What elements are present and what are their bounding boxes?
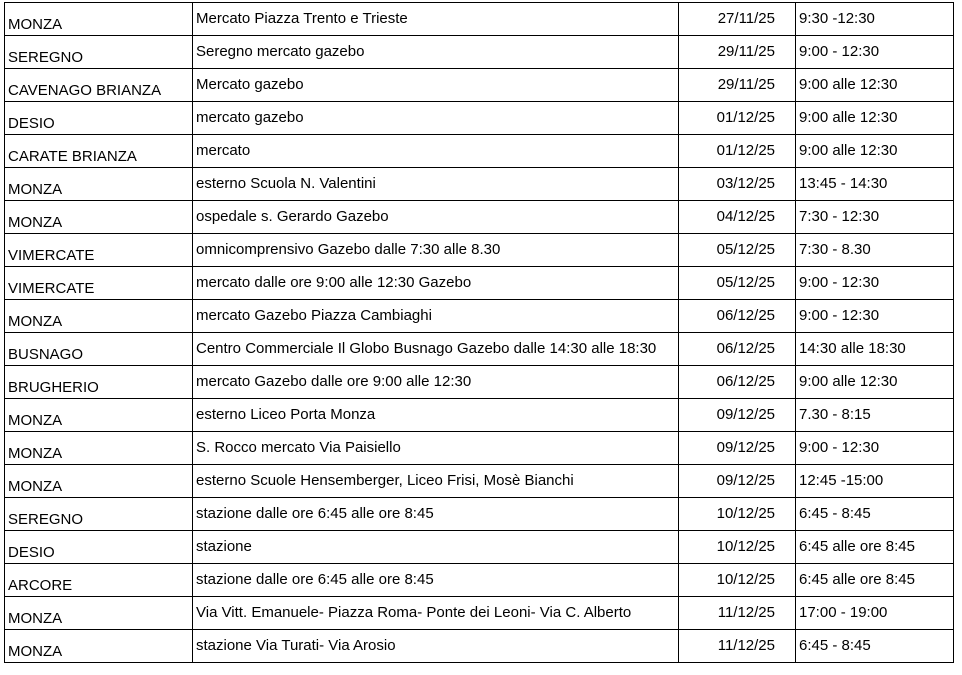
city-cell: DESIO [5, 531, 193, 564]
time-cell: 7.30 - 8:15 [796, 399, 954, 432]
time-cell: 7:30 - 12:30 [796, 201, 954, 234]
place-cell: mercato Gazebo Piazza Cambiaghi [193, 300, 679, 333]
city-cell: ARCORE [5, 564, 193, 597]
place-cell: esterno Scuole Hensemberger, Liceo Frisi, Mosè Bianchi [193, 465, 679, 498]
date-cell: 09/12/25 [679, 399, 796, 432]
city-cell: MONZA [5, 465, 193, 498]
table-row [5, 564, 954, 597]
time-cell: 6:45 - 8:45 [796, 630, 954, 663]
time-cell: 9:00 alle 12:30 [796, 135, 954, 168]
date-cell: 27/11/25 [679, 3, 796, 36]
city-cell: MONZA [5, 300, 193, 333]
city-cell: MONZA [5, 399, 193, 432]
date-cell: 11/12/25 [679, 630, 796, 663]
table-row [5, 201, 954, 234]
city-cell: BUSNAGO [5, 333, 193, 366]
place-cell: esterno Liceo Porta Monza [193, 399, 679, 432]
date-cell: 01/12/25 [679, 102, 796, 135]
time-cell: 9:00 alle 12:30 [796, 102, 954, 135]
city-cell: DESIO [5, 102, 193, 135]
time-cell: 9:30 -12:30 [796, 3, 954, 36]
city-cell: BRUGHERIO [5, 366, 193, 399]
table-row [5, 333, 954, 366]
date-cell: 10/12/25 [679, 564, 796, 597]
city-cell: MONZA [5, 3, 193, 36]
table-row [5, 168, 954, 201]
table-row [5, 630, 954, 663]
city-cell: MONZA [5, 597, 193, 630]
place-cell: S. Rocco mercato Via Paisiello [193, 432, 679, 465]
place-cell: esterno Scuola N. Valentini [193, 168, 679, 201]
time-cell: 9:00 - 12:30 [796, 36, 954, 69]
city-cell: CARATE BRIANZA [5, 135, 193, 168]
schedule-table [4, 2, 954, 663]
city-cell: MONZA [5, 630, 193, 663]
date-cell: 09/12/25 [679, 465, 796, 498]
place-cell: Mercato gazebo [193, 69, 679, 102]
place-cell: Mercato Piazza Trento e Trieste [193, 3, 679, 36]
time-cell: 17:00 - 19:00 [796, 597, 954, 630]
place-cell: Seregno mercato gazebo [193, 36, 679, 69]
place-cell: ospedale s. Gerardo Gazebo [193, 201, 679, 234]
date-cell: 11/12/25 [679, 597, 796, 630]
table-row [5, 432, 954, 465]
date-cell: 01/12/25 [679, 135, 796, 168]
date-cell: 04/12/25 [679, 201, 796, 234]
table-row [5, 597, 954, 630]
time-cell: 9:00 - 12:30 [796, 300, 954, 333]
time-cell: 9:00 alle 12:30 [796, 366, 954, 399]
table-row [5, 135, 954, 168]
place-cell: stazione dalle ore 6:45 alle ore 8:45 [193, 564, 679, 597]
table-row [5, 300, 954, 333]
place-cell: mercato gazebo [193, 102, 679, 135]
date-cell: 06/12/25 [679, 366, 796, 399]
time-cell: 6:45 alle ore 8:45 [796, 531, 954, 564]
city-cell: VIMERCATE [5, 234, 193, 267]
date-cell: 05/12/25 [679, 267, 796, 300]
table-row [5, 36, 954, 69]
date-cell: 03/12/25 [679, 168, 796, 201]
date-cell: 09/12/25 [679, 432, 796, 465]
place-cell: stazione Via Turati- Via Arosio [193, 630, 679, 663]
city-cell: CAVENAGO BRIANZA [5, 69, 193, 102]
place-cell: mercato dalle ore 9:00 alle 12:30 Gazebo [193, 267, 679, 300]
time-cell: 9:00 - 12:30 [796, 267, 954, 300]
place-cell: Via Vitt. Emanuele- Piazza Roma- Ponte dei Leoni- Via C. Alberto [193, 597, 679, 630]
time-cell: 7:30 - 8.30 [796, 234, 954, 267]
place-cell: omnicomprensivo Gazebo dalle 7:30 alle 8.30 [193, 234, 679, 267]
table-row [5, 234, 954, 267]
city-cell: MONZA [5, 201, 193, 234]
place-cell: stazione dalle ore 6:45 alle ore 8:45 [193, 498, 679, 531]
table-row [5, 267, 954, 300]
table-row [5, 3, 954, 36]
city-cell: MONZA [5, 432, 193, 465]
table-row [5, 102, 954, 135]
place-cell: Centro Commerciale Il Globo Busnago Gazebo dalle 14:30 alle 18:30 [193, 333, 679, 366]
city-cell: MONZA [5, 168, 193, 201]
schedule-body [5, 3, 954, 663]
time-cell: 12:45 -15:00 [796, 465, 954, 498]
place-cell: mercato Gazebo dalle ore 9:00 alle 12:30 [193, 366, 679, 399]
table-row [5, 531, 954, 564]
table-row [5, 69, 954, 102]
time-cell: 9:00 alle 12:30 [796, 69, 954, 102]
date-cell: 06/12/25 [679, 300, 796, 333]
date-cell: 10/12/25 [679, 531, 796, 564]
table-row [5, 498, 954, 531]
table-row [5, 366, 954, 399]
date-cell: 06/12/25 [679, 333, 796, 366]
date-cell: 10/12/25 [679, 498, 796, 531]
place-cell: mercato [193, 135, 679, 168]
date-cell: 29/11/25 [679, 36, 796, 69]
time-cell: 13:45 - 14:30 [796, 168, 954, 201]
city-cell: VIMERCATE [5, 267, 193, 300]
time-cell: 6:45 - 8:45 [796, 498, 954, 531]
city-cell: SEREGNO [5, 498, 193, 531]
table-row [5, 465, 954, 498]
date-cell: 05/12/25 [679, 234, 796, 267]
time-cell: 9:00 - 12:30 [796, 432, 954, 465]
time-cell: 6:45 alle ore 8:45 [796, 564, 954, 597]
city-cell: SEREGNO [5, 36, 193, 69]
time-cell: 14:30 alle 18:30 [796, 333, 954, 366]
table-row [5, 399, 954, 432]
date-cell: 29/11/25 [679, 69, 796, 102]
place-cell: stazione [193, 531, 679, 564]
